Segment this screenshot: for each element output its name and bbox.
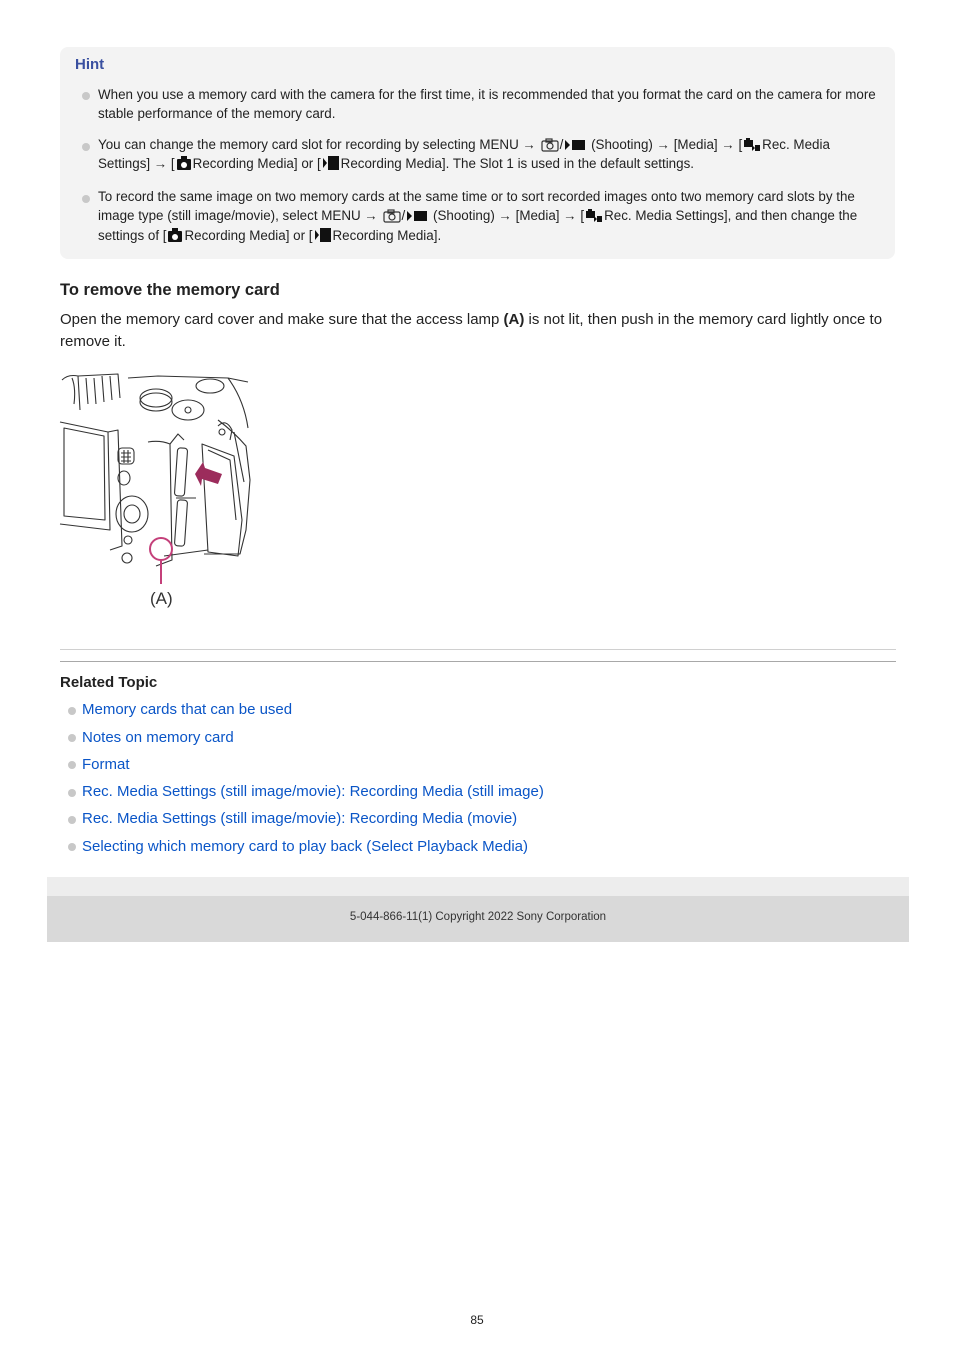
page-number: 85 <box>470 1313 484 1327</box>
movie-recording-media-icon <box>322 155 340 171</box>
camera-illustration <box>58 370 263 620</box>
bullet-icon <box>68 789 76 797</box>
callout-label: (A) <box>150 589 173 608</box>
hint-box <box>60 47 895 259</box>
bullet-icon <box>68 734 76 742</box>
bullet-icon <box>82 92 90 100</box>
section-paragraph: Open the memory card cover and make sure that the access lamp (A) is not lit, then push in the memory card lightly once to remove it. <box>60 311 883 350</box>
still-camera-icon <box>541 138 559 152</box>
section-title: To remove the memory card <box>60 281 280 299</box>
access-lamp-callout-circle <box>150 538 172 560</box>
rec-media-settings-icon <box>585 207 603 223</box>
bullet-icon <box>68 707 76 715</box>
movie-camera-icon <box>564 138 586 152</box>
related-link-format[interactable]: Format <box>82 756 130 773</box>
copyright-text: 5-044-866-11(1) Copyright 2022 Sony Corporation <box>349 911 607 923</box>
bullet-icon <box>82 143 90 151</box>
hint-item-2: You can change the memory card slot for recording by selecting MENU → / (Shooting) → [Media] → [ Rec. Media Settings] → [ Recording Media] or [ Recording Media]. The Slot 1 is used in the default settings. <box>98 137 830 172</box>
push-arrow-icon <box>195 462 222 486</box>
rec-media-settings-icon <box>743 136 761 152</box>
movie-camera-icon <box>406 209 428 223</box>
related-link-rec-media-movie[interactable]: Rec. Media Settings (still image/movie): Recording Media (movie) <box>82 810 518 827</box>
hint-item-3: To record the same image on two memory cards at the same time or to sort recorded images onto two memory card slots by the image type (still image/movie), select MENU → / (Shooting) → [Media] → [ Rec. Media Settings], and then change the settings of [ Recording Media] or [ Recording Media]. <box>98 189 858 243</box>
camera-card-slot-image <box>58 370 263 615</box>
still-recording-media-icon <box>167 227 183 243</box>
related-link-memory-cards[interactable]: Memory cards that can be used <box>82 701 293 718</box>
still-recording-media-icon <box>176 155 192 171</box>
related-topic-title: Related Topic <box>60 674 158 691</box>
still-camera-icon <box>383 209 401 223</box>
hint-item-1: When you use a memory card with the camera for the first time, it is recommended that you format the card on the camera for more stable performance of the memory card. <box>98 87 876 122</box>
related-link-select-playback[interactable]: Selecting which memory card to play back (Select Playback Media) <box>82 838 529 855</box>
bullet-icon <box>82 195 90 203</box>
related-link-rec-media-still[interactable]: Rec. Media Settings (still image/movie): Recording Media (still image) <box>82 783 544 800</box>
bullet-icon <box>68 843 76 851</box>
footer-band <box>47 877 909 896</box>
related-link-notes[interactable]: Notes on memory card <box>82 729 234 746</box>
bullet-icon <box>68 761 76 769</box>
divider <box>60 649 896 650</box>
footer <box>47 896 909 942</box>
divider <box>60 661 896 662</box>
movie-recording-media-icon <box>314 227 332 243</box>
hint-title: Hint <box>75 56 105 73</box>
bullet-icon <box>68 816 76 824</box>
